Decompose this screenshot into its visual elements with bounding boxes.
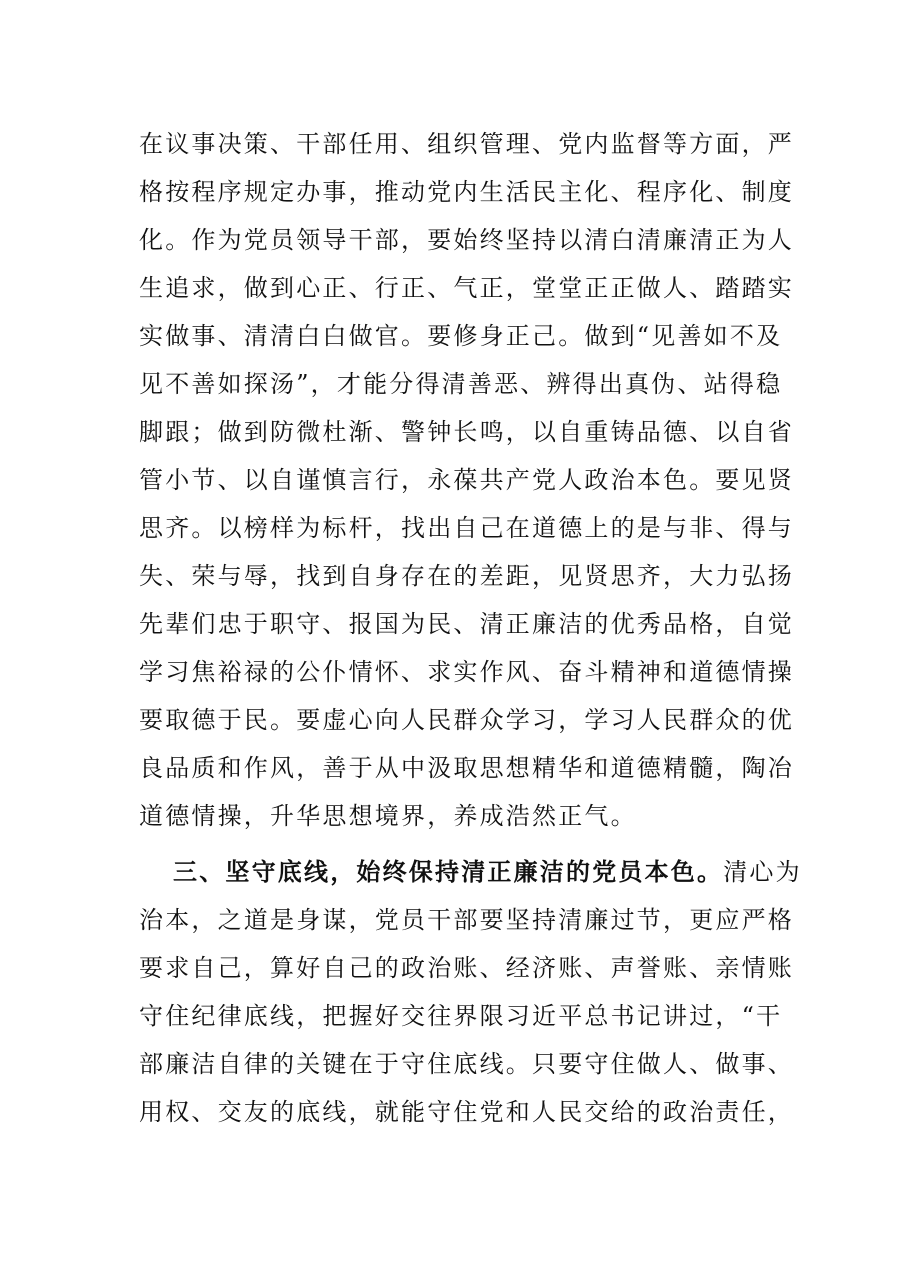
paragraph-1-line-6: 见不善如探汤”，才能分得清善恶、辨得出真伪、站得稳 xyxy=(139,370,783,398)
paragraph-1-line-3: 化。作为党员领导干部，要始终坚持以清白清廉清正为人 xyxy=(139,226,794,254)
paragraph-2-first-line xyxy=(173,852,813,892)
section-heading: 三、坚守底线，始终保持清正廉洁的党员本色。 xyxy=(173,857,724,886)
paragraph-1-line-2: 格按程序规定办事，推动党内生活民主化、程序化、制度 xyxy=(139,178,794,206)
paragraph-1-line-15: 道德情操，升华思想境界，养成浩然正气。 xyxy=(139,802,637,830)
paragraph-2-line-6: 用权、交友的底线，就能守住党和人民交给的政治责任， xyxy=(139,1098,794,1126)
paragraph-2-first-line-text: 清心为 xyxy=(723,858,802,886)
paragraph-2-line-4: 守住纪律底线，把握好交往界限习近平总书记讲过，“干 xyxy=(139,1002,783,1030)
paragraph-1-line-12: 学习焦裕禄的公仆情怀、求实作风、奋斗精神和道德情操 xyxy=(139,658,794,686)
paragraph-1-line-10: 失、荣与辱，找到自身存在的差距，见贤思齐，大力弘扬 xyxy=(139,562,794,590)
paragraph-2-line-5: 部廉洁自律的关键在于守住底线。只要守住做人、做事、 xyxy=(139,1050,794,1078)
paragraph-2-line-2: 治本，之道是身谋，党员干部要坚持清廉过节，更应严格 xyxy=(139,906,794,934)
paragraph-1-line-1: 在议事决策、干部任用、组织管理、党内监督等方面，严 xyxy=(139,130,794,158)
paragraph-1-line-7: 脚跟；做到防微杜渐、警钟长鸣，以自重铸品德、以自省 xyxy=(139,418,794,446)
paragraph-2-line-3: 要求自己，算好自己的政治账、经济账、声誉账、亲情账 xyxy=(139,954,794,982)
paragraph-1-line-13: 要取德于民。要虚心向人民群众学习，学习人民群众的优 xyxy=(139,706,794,734)
paragraph-1-line-8: 管小节、以自谨慎言行，永葆共产党人政治本色。要见贤 xyxy=(139,466,794,494)
paragraph-1-line-11: 先辈们忠于职守、报国为民、清正廉洁的优秀品格，自觉 xyxy=(139,610,794,638)
paragraph-1-line-9: 思齐。以榜样为标杆，找出自己在道德上的是与非、得与 xyxy=(139,514,794,542)
paragraph-1-line-5: 实做事、清清白白做官。要修身正己。做到“见善如不及 xyxy=(139,322,783,350)
paragraph-1-line-4: 生追求，做到心正、行正、气正，堂堂正正做人、踏踏实 xyxy=(139,274,794,302)
paragraph-1-line-14: 良品质和作风，善于从中汲取思想精华和道德精髓，陶冶 xyxy=(139,754,794,782)
